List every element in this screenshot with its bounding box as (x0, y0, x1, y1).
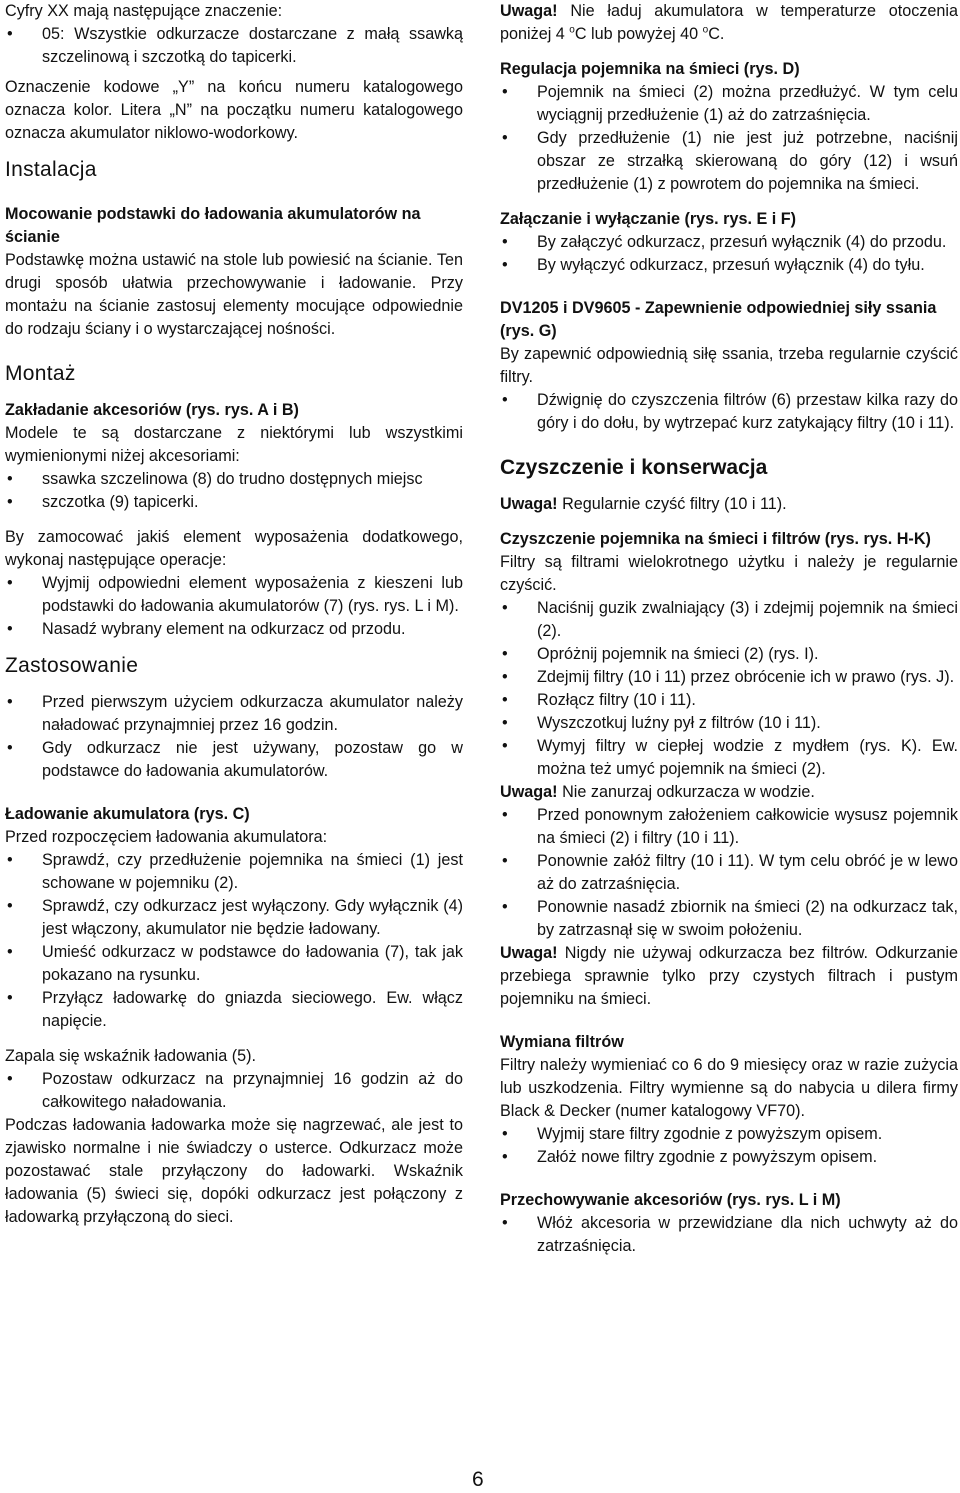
przechowywanie-subheading: Przechowywanie akcesoriów (rys. rys. L i M) (500, 1191, 841, 1209)
uwaga-woda (500, 781, 958, 804)
list-item: • Gdy odkurzacz nie jest używany, pozostaw go w podstawce do ładowania akumulatorów. (5, 737, 463, 783)
list-item: • Przyłącz ładowarkę do gniazda sieciowego. Ew. włącz napięcie. (5, 987, 463, 1033)
list-item: • Naciśnij guzik zwalniający (3) i zdejmij pojemnik na śmieci (2). (500, 597, 958, 643)
intro-bullet-05: • 05: Wszystkie odkurzacze dostarczane z małą ssawką szczelinową i szczotką do tapicerki. (5, 23, 463, 69)
list-item: • Wyjmij stare filtry zgodnie z powyższym opisem. (500, 1123, 958, 1146)
zamocowac-text: By zamocować jakiś element wyposażenia dodatkowego, wykonaj następujące operacje: (5, 528, 463, 569)
list-item: • Ponownie nasadź zbiornik na śmieci (2) na odkurzacz tak, by zatrzasnął się w swoim położeniu. (500, 896, 958, 942)
list-item: • Przed ponownym założeniem całkowicie wysusz pojemnik na śmieci (2) i filtry (10 i 11). (500, 804, 958, 850)
list-item: • szczotka (9) tapicerki. (5, 491, 463, 514)
list-item: • Pozostaw odkurzacz na przynajmniej 16 godzin aż do całkowitego naładowania. (5, 1068, 463, 1114)
zakladanie-subheading: Zakładanie akcesoriów (rys. rys. A i B) (5, 401, 299, 419)
uwaga-woda-text: Nie zanurzaj odkurzacza w wodzie. (557, 783, 815, 801)
podczas-text: Podczas ładowania ładowarka może się nagrzewać, ale jest to zjawisko normalne i nie świadczy o usterce. Odkurzacz może pozostawać stale przyłączony do ładowarki. Wskaźnik ładowania (5) świeci się, dopóki odkurzacz jest połączony z ładowarką przyłączoną do sieci. (5, 1116, 463, 1226)
left-column (5, 0, 463, 1229)
page-number: 6 (472, 1468, 484, 1491)
list-item: • Gdy przedłużenie (1) nie jest już potrzebne, naciśnij obszar ze strzałką skierowaną do góry (12) i wsuń przedłużenie (1) z powrotem do pojemnika na śmieci. (500, 127, 958, 196)
filtry-text: Filtry są filtrami wielokrotnego użytku i należy je regularnie czyścić. (500, 553, 958, 594)
uwaga-label: Uwaga! (500, 495, 558, 513)
uwaga-temp-part: Nie ładuj akumulatora w temperaturze otoczenia poniżej 4 (500, 2, 958, 43)
dv-subheading: DV1205 i DV9605 - Zapewnienie odpowiedniej siły ssania (rys. G) (500, 299, 937, 340)
uwaga-temp-part: C lub powyżej 40 (574, 25, 703, 43)
uwaga-label: Uwaga! (500, 783, 558, 801)
wymiana-text: Filtry należy wymieniać co 6 do 9 miesięcy oraz w razie zużycia lub uszkodzenia. Filtry wymienne są do nabycia u dilera firmy Black & Decker (numer katalogowy VF70). (500, 1056, 958, 1120)
list-item: • Załóż nowe filtry zgodnie z powyższym opisem. (500, 1146, 958, 1169)
instalacja-heading: Instalacja (5, 158, 97, 181)
zakladanie-text: Modele te są dostarczane z niektórymi lub wszystkimi wymienionymi niżej akcesoriami: (5, 424, 463, 465)
list-item: • By wyłączyć odkurzacz, przesuń wyłącznik (4) do tyłu. (500, 254, 958, 277)
zalaczanie-subheading: Załączanie i wyłączanie (rys. rys. E i F) (500, 210, 797, 228)
uwaga-filtry (500, 493, 958, 516)
regulacja-subheading: Regulacja pojemnika na śmieci (rys. D) (500, 60, 800, 78)
uwaga-temperatura (500, 0, 958, 46)
list-item: • By załączyć odkurzacz, przesuń wyłącznik (4) do przodu. (500, 231, 958, 254)
intro-cyfry: Cyfry XX mają następujące znaczenie: (5, 2, 283, 20)
list-item: • Zdejmij filtry (10 i 11) przez obrócenie ich w prawo (rys. J). (500, 666, 958, 689)
list-item: • Umieść odkurzacz w podstawce do ładowania (7), tak jak pokazano na rysunku. (5, 941, 463, 987)
czyszczenie-pojemnika-subheading: Czyszczenie pojemnika na śmieci i filtrów (rys. rys. H-K) (500, 530, 931, 548)
uwaga-bez-text: Nigdy nie używaj odkurzacza bez filtrów. Odkurzanie przebiega sprawnie tylko przy czystych filtrach i pustym pojemniku na śmieci. (500, 944, 958, 1008)
uwaga-label: Uwaga! (500, 2, 558, 20)
list-item: • Opróżnij pojemnik na śmieci (2) (rys. I). (500, 643, 958, 666)
zapala-text: Zapala się wskaźnik ładowania (5). (5, 1047, 257, 1065)
zastosowanie-heading: Zastosowanie (5, 654, 139, 677)
list-item: • Dźwignię do czyszczenia filtrów (6) przestaw kilka razy do góry i do dołu, by wytrzepać kurz zatykający filtry (10 i 11). (500, 389, 958, 435)
uwaga-bez-filtrow (500, 942, 958, 1011)
dv-text: By zapewnić odpowiednią siłę ssania, trzeba regularnie czyścić filtry. (500, 345, 958, 386)
montaz-heading: Montaż (5, 362, 76, 385)
list-item: • Rozłącz filtry (10 i 11). (500, 689, 958, 712)
list-item: • Sprawdź, czy przedłużenie pojemnika na śmieci (1) jest schowane w pojemniku (2). (5, 849, 463, 895)
list-item: • Sprawdź, czy odkurzacz jest wyłączony. Gdy wyłącznik (4) jest włączony, akumulator nie będzie ładowany. (5, 895, 463, 941)
list-item: • Ponownie załóż filtry (10 i 11). W tym celu obróć je w lewo aż do zatrzaśnięcia. (500, 850, 958, 896)
uwaga-label: Uwaga! (500, 944, 558, 962)
right-column (500, 0, 958, 1258)
list-item: • Wyszczotkuj luźny pył z filtrów (10 i 11). (500, 712, 958, 735)
mocowanie-text: Podstawkę można ustawić na stole lub powiesić na ścianie. Ten drugi sposób ułatwia przechowywanie i ładowanie. Przy montażu na ścianie zastosuj elementy mocujące odpowiednie do rodzaju ściany i o wystarczającej nośności. (5, 251, 463, 338)
intro-kod: Oznaczenie kodowe „Y” na końcu numeru katalogowego oznacza kolor. Litera „N” na początku numeru katalogowego oznacza akumulator niklowo-wodorkowy. (5, 78, 463, 142)
degree-sign: o (702, 24, 709, 36)
mocowanie-subheading: Mocowanie podstawki do ładowania akumulatorów na ścianie (5, 205, 421, 246)
list-item: • Pojemnik na śmieci (2) można przedłużyć. W tym celu wyciągnij przedłużenie (1) aż do zatrzaśnięcia. (500, 81, 958, 127)
list-item: • Włóż akcesoria w przewidziane dla nich uchwyty aż do zatrzaśnięcia. (500, 1212, 958, 1258)
degree-sign: o (569, 24, 575, 36)
list-item: • Przed pierwszym użyciem odkurzacza akumulator należy naładować przynajmniej przez 16 godzin. (5, 691, 463, 737)
list-item: • Wyjmij odpowiedni element wyposażenia z kieszeni lub podstawki do ładowania akumulatorów (7) (rys. rys. L i M). (5, 572, 463, 618)
uwaga-filtry-text: Regularnie czyść filtry (10 i 11). (557, 495, 787, 513)
uwaga-temp-part: C. (708, 25, 725, 43)
list-item: • Wymyj filtry w ciepłej wodzie z mydłem (rys. K). Ew. można też umyć pojemnik na śmieci (2). (500, 735, 958, 781)
list-item: • Nasadź wybrany element na odkurzacz od przodu. (5, 618, 463, 641)
list-item: • ssawka szczelinowa (8) do trudno dostępnych miejsc (5, 468, 463, 491)
wymiana-subheading: Wymiana filtrów (500, 1033, 624, 1051)
ladowanie-text: Przed rozpoczęciem ładowania akumulatora: (5, 828, 328, 846)
czyszczenie-heading: Czyszczenie i konserwacja (500, 456, 768, 479)
ladowanie-subheading: Ładowanie akumulatora (rys. C) (5, 805, 250, 823)
